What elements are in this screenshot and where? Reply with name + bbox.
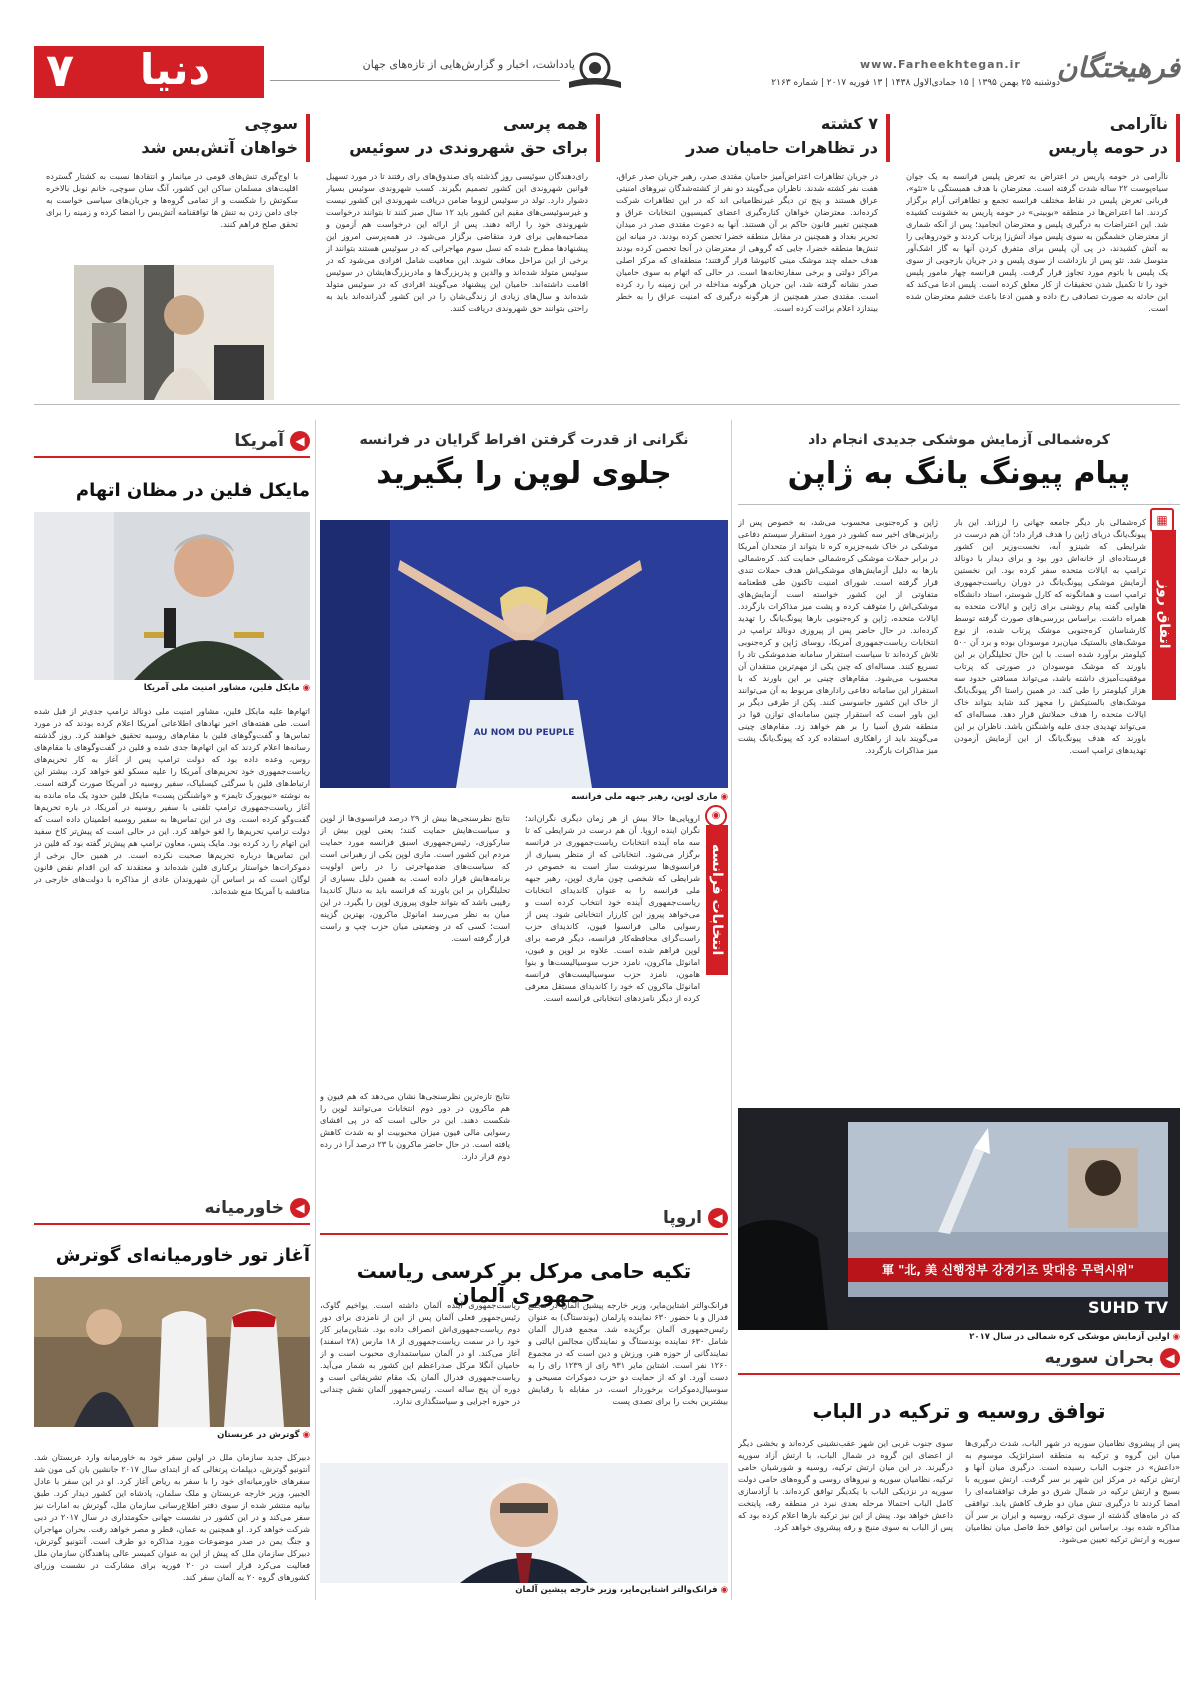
guterres-section [204, 1195, 310, 1221]
podium-text: AU NOM DU PEUPLE [473, 728, 575, 738]
arrow-left-icon: ◀ [1160, 1348, 1180, 1368]
lepen-col3: نتایج تازه‌ترین نظرسنجی‌ها نشان می‌دهد که هم فیون و هم ماکرون در دور دوم انتخابات می‌توانند لوپن را شکست دهند. این در حالی است که در پی افشای رسوایی مالی فیون میزان محبوبیت او به شدت کاهش یافته است. در حال حاضر ماکرون با ۲۳ درصد آرا در رده دوم قرار دارد. [320, 1091, 510, 1161]
syria-section [1045, 1345, 1180, 1371]
lead-col1: کره‌شمالی بار دیگر جامعه جهانی را لرزاند. این بار پیونگ‌یانگ دریای ژاپن را هدف قرار داد؛ آن هم درست در شرایطی که شینزو آبه، نخست‌وزیر این کشور فرستاده‌ای از خانه‌اش دور بود و برای دیدار با دونالد ترامپ به ایالات متحده سفر کرده بود. این نخستین آزمایش موشکی پیونگ‌یانگ در دوران ریاست‌جمهوری ترامپ است و همانگونه که کارل شوستر، استاد دانشگاه هاوایی گفته پیام روشنی برای ژاپن و ایالات متحده به همراه داشت. براساس بررسی‌های صورت گرفته توسط کارشناسان کره‌جنوبی موشک پرتاب شده، از نوع موشک‌های بالستیک میان‌برد موسودان بوده و برد آن ۵۰۰ کیلومتر برآورد شده است. با این حال تحلیلگران بر این باورند که موشک موسودان در صورتی که پرتاب موفقیت‌آمیزی داشته باشد، می‌تواند مسافتی حدود سه هزار کیلومتر را طی کند. در همین راستا اگر پیونگ‌یانگ موشک‌های بالستیکش را مجهز کند شاید بتواند خاک ایالات متحده را هدف حملاتش قرار دهد. مساله‌ای که می‌تواند تهدیدی جدی علیه واشنگتن باشد. ناظران بر این باورند که هدف پیونگ‌یانگ از این آزمایش آزمودن تهدیدهای ترامپ است. [954, 517, 1146, 755]
lepen-story [320, 420, 728, 1200]
caption-bullet-icon: ◉ [299, 683, 310, 693]
lepen-headline: جلوی لوپن را بگیرید [376, 456, 672, 491]
brief-suu-kyi [34, 110, 310, 405]
section-rule [320, 1233, 728, 1235]
caption-text: مایکل فلین، مشاور امنیت ملی آمریکا [143, 683, 300, 693]
caption-text: فرانک‌والتر اشتاین‌مایر، وزیر خارجه پیشین آلمان [515, 1585, 718, 1595]
brief-bar [596, 114, 600, 162]
lepen-kicker: نگرانی از قدرت گرفتن افراط گرایان در فرانسه [359, 432, 689, 448]
section-label: اروپا [663, 1208, 702, 1228]
section-title: دنیا [139, 45, 211, 94]
lepen-side-label: انتخابات فرانسه [706, 825, 728, 975]
calendar-icon: ▦ [1150, 508, 1174, 532]
emblem-icon [565, 48, 625, 92]
dateline: دوشنبه ۲۵ بهمن ۱۳۹۵ | ۱۵ جمادی‌الاول ۱۴۳۸ | ۱۳ فوریه ۲۰۱۷ | شماره ۲۱۶۳ [771, 78, 1060, 88]
top-briefs [34, 110, 1180, 405]
syria-story [738, 1345, 1180, 1600]
merkel-story [320, 1205, 728, 1600]
brief-bar [306, 114, 310, 162]
arrow-left-icon: ◀ [290, 431, 310, 451]
brief-body: در جریان تظاهرات اعتراض‌آمیز حامیان مقتدی صدر، رهبر جریان صدر عراق، هفت نفر کشته شدند. ناظران می‌گویند دو نفر از کشته‌شدگان نیروهای امنیتی عراق هستند و پنج تن دیگر غیرنظامیانی اند که در این تظاهرات شرکت کرده‌اند. معترضان خواهان کناره‌گیری اعضای کمیسیون انتخابات عراق و همچنین تغییر قانون حاکم بر آن هستند. آنها به دعوت مقتدی صدر در میدان تحریر بغداد و همچنین در مقابل منطقه خضرا تحصن کرده بودند. در میانه این تنش‌ها منطقه خضرا، جایی که گروهی از معترضان در آنجا تحصن کرده بودند هدف حمله چند موشک مینی کاتیوشا قرار گرفتند؛ منطقه‌ای که مرکز اصلی مراکز دولتی و برخی سفارتخانه‌ها است. در حالی که اتهام به سوی حامیان صدر نشانه گرفته شد، این جریان هرگونه مداخله در این زمینه را رد کرده است. مقتدی صدر همچنین از هرگونه درگیری که امنیت عراق را به خطر بیندازد اعلام برائت کرده است. [616, 171, 878, 313]
ballot-icon: ◉ [705, 805, 727, 827]
masthead-divider [270, 80, 560, 81]
tagline: یادداشت، اخبار و گزارش‌هایی از تازه‌های جهان [362, 58, 575, 71]
website-url: www.Farheekhtegan.ir [860, 58, 1021, 71]
caption-text: ماری لوپن، رهبر جبهه ملی فرانسه [571, 792, 718, 802]
brief-title-line1: سوچی [244, 114, 298, 133]
syria-headline: توافق روسیه و ترکیه در الباب [812, 1399, 1106, 1423]
brief-title-line1: ناآرامی [1109, 114, 1168, 133]
suu-kyi-photo [74, 265, 274, 400]
merkel-col1: فرانک‌والتر اشتاین‌مایر، وزیر خارجه پیشین آلمان در مجمع فدرال و با حضور ۶۳۰ نماینده پارلمان (بوندستاگ) به عنوان رئیس‌جمهوری آلمان برگزیده شد. مجمع فدرال آلمان شامل ۶۳۰ نماینده بوندستاگ و نمایندگان مجالس ایالتی و نمایندگانی از حوزه هنر، ورزش و دین است که در مجموع ۱۲۶۰ نفر است. اشتاین مایر ۹۳۱ رای از ۱۲۳۹ رای را به دست آورد. او که از حمایت دو حزب دموکرات مسیحی و سوسیال‌دموکرات برخوردار است، در مقابله با رقبایش بیشترین بخت را برای تصدی پست [528, 1300, 728, 1406]
caption-text: گوترش در عربستان [217, 1430, 300, 1440]
brief-title-line2: برای حق شهروندی در سوئیس [349, 138, 588, 157]
caption-bullet-icon: ◉ [299, 1430, 310, 1440]
brief-title-line2: خواهان آتش‌بس شد [141, 138, 298, 157]
brief-title-line2: در تظاهرات حامیان صدر [686, 138, 878, 157]
section-label: بحران سوریه [1044, 1348, 1154, 1368]
lepen-col1: اروپایی‌ها حالا بیش از هر زمان دیگری نگران‌اند؛ نگران اینده اروپا. آن هم درست در شرایطی که تا سه ماه آینده انتخابات ریاست‌جمهوری در فرانسه برگزار می‌شود. انتخاباتی که از منظر بسیاری از فرانسوی‌ها سرنوشت ساز است به خصوص در شرایطی که شخصی چون ماری لوپن، رهبر جبهه ملی فرانسه را به عنوان کاندیدای انتخابات ریاست‌جمهوری آینده خود انتخاب کرده است و می‌خواهد پیروز این کارزار انتخاباتی شود. پس از رسوایی مالی فرانسوا فیون، کاندیدای حزب راست‌گرای محافظه‌کار فرانسه، دیگر فرصه برای لوپن فراهم شده است. علاوه بر لوپن و فیون، امانوئل ماکرون، نامزد حزب سوسیالیست‌ها و بنوا هامون، نامزد حزب سوسیالیست‌های فرانسه امانوئل ماکرون که خود را کاندیدای مستقل معرفی کرده از دیگر نامزدهای انتخاباتی فرانسه است. [525, 813, 700, 1003]
flynn-photo-caption [34, 683, 310, 697]
lepen-col2: نتایج نظرسنجی‌ها بیش از ۲۹ درصد فرانسوی‌ها از لوپن و سیاست‌هایش حمایت کنند؛ یعنی لوپن بیش از سارکوزی، رئیس‌جمهوری اسبق فرانسه مورد حمایت مردم این کشور است. ماری لوپن یکی از رهبرانی است که سیاست‌های ضدمهاجرتی را در راس اولویت برنامه‌هایش قرار داده است. به همین دلیل بسیاری از تحلیلگران بر این باورند که فرانسه باید به دنبال کاندیدا رقیبی باشد که بتواند جلوی پیروزی لوپن را بگیرد. در این میان به نظر می‌رسد امانوئل ماکرون، بهترین گزینه است؛ کسی که در وضعیتی میان حزب چپ و راست قرار گرفته است. [320, 813, 510, 943]
logo: فرهیختگان [1056, 51, 1180, 84]
brief-bar [1176, 114, 1180, 162]
guterres-story [34, 1195, 310, 1600]
masthead [0, 0, 1191, 100]
merkel-col2: ریاست‌جمهوری آینده آلمان داشته است. یواخیم گاوک، رئیس‌جمهور فعلی آلمان پس از این از نامزدی برای دور دوم ریاست‌جمهوری‌اش انصراف داده بود. شتاین‌مایر کار خود را در سمت ریاست‌جمهوری از ۱۸ مارس (۲۸ اسفند) آغاز می‌کند. او در آلمان سیاستمداری محبوب است و از حامیان آنگلا مرکل صدراعظم این کشور به شمار می‌آید. ریاست‌جمهوری فدرال آلمان یک مقام تشریفاتی است و دوره آن پنج ساله است. رئیس‌جمهور آلمان نقش چندانی در حوزه اجرایی و سیاستگذاری ندارد. [320, 1300, 520, 1406]
steinmeier-photo [320, 1463, 728, 1583]
merkel-photo-caption [320, 1585, 728, 1599]
merkel-headline: تکیه حامی مرکل بر کرسی ریاست جمهوری آلمان [356, 1259, 692, 1307]
caption-bullet-icon: ◉ [717, 1585, 728, 1595]
syria-col1: پس از پیشروی نظامیان سوریه در شهر الباب، شدت درگیری‌ها میان این گروه و ترکیه به منطقه استراتژیک موسوم به «داعش» در جنوب الباب رسیده است. درگیری میان آنها و ارتش ترکیه در مرکز این شهر بر سر گرفت. ارتش سوریه با بسیج و ارتش ترکیه در شمال شرق دو طرف توافقنامه‌ای را امضا کردند تا درگیری تنش میان دو طرف کاهش یابد. توافقی که در ماه‌های گذشته از سوی ترکیه، روسیه و ایران بر سر آن مذاکره شده بود. براساس این توافق خط فاصل میان نظامیان سوریه و ارتش ترکیه تعیین می‌شود. [965, 1438, 1180, 1544]
caption-text: اولین آزمایش موشکی کره شمالی در سال ۲۰۱۷ [969, 1332, 1170, 1342]
tv-logo: SUHD TV [1087, 1298, 1168, 1317]
brief-sadr [604, 110, 890, 405]
arrow-left-icon: ◀ [290, 1198, 310, 1218]
brief-title-line2: در حومه پاریس [1048, 138, 1168, 157]
lead-side-label: اتفاق روز [1152, 530, 1176, 700]
section-rule [738, 1373, 1180, 1375]
page-number: ۷ [45, 43, 75, 97]
caption-bullet-icon: ◉ [1169, 1332, 1180, 1342]
brief-body: رای‌دهندگان سوئیسی روز گذشته پای صندوق‌های رای رفتند تا در مورد تسهیل قوانین شهروندی این کشور تصمیم بگیرند. کسب شهروندی سوئیس بسیار دشوار دارد. تولد در سوئیس لزوما ضامن دریافت شهروندی این کشور نیست و غیرسوئیسی‌های مقیم این کشور باید ۱۲ سال صبر کنند تا بتوانند درخواست شهروندی خود را ارائه دهند. پس از ارائه این درخواست هم آزمون و مصاحبه‌هایی برای فرد متقاضی برگزار می‌شود. در همه‌پرسی امروز این پیشنهادها مطرح شده که نسل سوم مهاجرانی که در سوئیس هستند بتوانند از برخی از این مراحل معاف شوند. این معافیت شامل افرادی می‌شود که در سوئیس متولد شده‌اند و والدین و پدربزرگ‌ها و مادربزرگ‌هایشان در سوئیس اقامت داشته‌اند. حامیان این پیشنهاد می‌گویند افرادی که در سوئیس متولد شده‌اند و سال‌های زیادی از زندگی‌شان را در این کشور گذرانده‌اند باید به راحتی بتوانند حق شهروندی دریافت کنند. [326, 171, 588, 313]
brief-title-line1: همه پرسی [503, 114, 588, 133]
guterres-photo [34, 1277, 310, 1427]
lead-col2: ژاپن و کره‌جنوبی محسوب می‌شد، به خصوص پس از رایزنی‌های اخیر سه کشور در مورد استقرار سیستم دفاعی موشکی در خاک شبه‌جزیره کره تا بتواند از متحدان آمریکا در برابر حملات موشکی کره‌شمالی حمایت کند. کره‌شمالی بارها به دلیل آزمایش‌های موشکی‌اش هدف حملات تندی قرار گرفته است. شورای امنیت تاکنون طی قطعنامه متفاوتی از این کشور خواسته است آزمایش‌های موشکی‌اش را متوقف کرده و پشت میز مذاکرات بازگردد. ایالات متحده، ژاپن و کره‌جنوبی بارها پیونگ‌یانگ را تهدید کرده‌اند. در حال حاضر پس از پیروزی دونالد ترامپ در انتخابات ریاست‌جمهوری آمریکا، روسای ژاپن و کره‌جنوبی تلاش کرده‌اند تا سیاست استقرار سامانه ضدموشکی تاد را تسریع کنند. مساله‌ای که چین یکی از مهم‌ترین منتقدان آن محسوب می‌شود. مقام‌های چینی بر این باورند که با استقرار این سامانه دفاعی رادارهای مربوط به آن می‌توانند از خاک این کشور جاسوسی کنند. پکن از طرفی دیگر بر این باور است که استقرار چنین سامانه‌ای توازن قوا در منطقه شرق آسیا را بر هم خواهد زد. مقام‌های چینی می‌گویند باید از راهکاری استفاده کرد که پیونگ‌یانگ پشت میز مذاکرات بازگردد. [738, 517, 938, 755]
flynn-headline: مایکل فلین در مظان اتهام [75, 480, 310, 501]
merkel-section [663, 1205, 728, 1231]
brief-bar [886, 114, 890, 162]
column-separator [315, 420, 316, 1600]
arrow-left-icon: ◀ [708, 1208, 728, 1228]
flynn-story [34, 420, 310, 1195]
lead-divider [738, 504, 1180, 505]
section-rule [34, 1223, 310, 1225]
lead-kicker: کره‌شمالی آزمایش موشکی جدیدی انجام داد [808, 432, 1110, 448]
guterres-headline: آغاز تور خاورمیانه‌ای گوترش [55, 1245, 310, 1266]
lead-headline: پیام پیونگ یانگ به ژاپن [787, 456, 1131, 491]
syria-col2: سوی جنوب غربی این شهر عقب‌نشینی کرده‌اند و بخشی دیگر از اعضای این گروه در شمال الباب، با ارتش آزاد سوریه درگیرند. در این میان ارتش ترکیه، روسیه و شورشیان حامی ترکیه، نظامیان سوریه و نیروهای روسی و گروه‌های حامی دولت سوریه در نزدیکی الباب با یکدیگر توافق کرده‌اند. با آزادسازی کامل الباب احتمالا مرحله بعدی نبرد در منطقه رقه، پایتخت داعش خواهد بود. پیش از این نیز ترکیه بارها اعلام کرده بود که پس از الباب به سوی منبج و رقه پیشروی خواهد کرد. [738, 1438, 953, 1532]
brief-body: با اوج‌گیری تنش‌های قومی در میانمار و انتقادها نسبت به کشتار گسترده اقلیت‌های مسلمان ساکن این کشور، آنگ سان سوچی، خانم نوبل بالاخره سکوتش را شکست و از تمامی گروه‌ها و جریان‌های سیاسی خواست به جای دامن زدن به تنش ها توافقنامه آتش‌بس را امضا کرده و زمینه را برای تحقق صلح فراهم کنند. [46, 171, 298, 229]
lepen-photo-caption [320, 792, 728, 806]
lepen-photo [320, 520, 728, 788]
flynn-section [234, 428, 310, 454]
flynn-photo [34, 512, 310, 680]
lead-story [738, 420, 1180, 1345]
brief-paris [894, 110, 1180, 405]
section-label: خاورمیانه [204, 1198, 284, 1218]
section-rule [34, 456, 310, 458]
brief-swiss [314, 110, 600, 405]
missile-tv-photo [738, 1108, 1180, 1330]
briefs-divider [34, 404, 1180, 405]
lead-photo-caption [738, 1332, 1180, 1346]
brief-body: ناآرامی در حومه پاریس در اعتراض به تعرض پلیس فرانسه به یک جوان سیاه‌پوست ۲۲ ساله شدت گرفته است. معترضان با هدف همبستگی با «تئو»، قربانی تعرض پلیس در نقاط مختلف فرانسه تجمع و تظاهراتی آرام برگزار کردند. اما اعتراض‌ها در منطقه «بوبینی» در حومه پاریس به خشونت کشیده شد. این اعتراضات به درگیری پلیس و معترضان انجامید؛ پس از آنکه شماری از معترضان خشمگین به سوی پلیس مواد آتش‌زا پرتاب کردند و خودروهایی را به آتش کشیدند، در پی آن پلیس برای متفرق کردن آنها به گاز اشک‌آور متوسل شد. تئو پس از بازداشت از سوی پلیس و در جریان بازجویی از سوی یک پلیس با باتوم مورد تجاوز قرار گرفت. پلیس فرانسه چهار مامور پلیس خود را تا تکمیل شدن تحقیقات از کار معلق کرده است. پلیس ادعا می‌کند که این حادثه به صورت تصادفی رخ داده و همین ادعا باعث خشم معترضان شده است. [906, 171, 1168, 313]
flynn-body: اتهام‌ها علیه مایکل فلین، مشاور امنیت ملی دونالد ترامپ جدی‌تر از قبل شده است. طی هفته‌های اخیر نهادهای اطلاعاتی آمریکا اعلام کرده بودند که در مورد تماس‌ها و گفت‌وگوهای فلین با مقام‌های روسیه تحقیق خواهند کرد. روز گذشته رسانه‌ها اعلام کردند که این اتهام‌ها جدی شده و فلین در گفت‌وگوهای با مقام‌های روس، وعده داده بود که دولت ترامپ پس از آغاز به کار تحریم‌های ریاست‌جمهوری خود تحریم‌های آمریکا را علیه مسکو لغو خواهد کرد. بیشتر این ارتباط‌های فلین با سرگئی کیسلیاک، سفیر روسیه در آمریکا صورت گرفته است. به نوشته «نیویورک تایمز» و «واشنگتن پست» مایکل فلین حدود یک ماه مانده به آغاز ریاست‌جمهوری ترامپ تلفنی با سفیر روسیه در آمریکا، در باره تحریم‌ها گفت‌وگو کرده است. وی در این تماس‌ها به سفیر روسیه اطمینان داده است که دولت ترامپ تحریم‌ها را لغو خواهد کرد. این در حالی است که پیش‌تر کاخ سفید این اتهام را رد کرده بود. مایک پنس، معاون ترامپ هم پیش‌تر گفته بود که فلین در این تماس‌ها درباره تحریم‌ها صحبت نکرده است. در همین حال برخی از دموکرات‌ها خواستار برکناری فلین شده‌اند و معتقدند که این اقدام نقض قانون لوگان است که بر اساس آن شهروندان عادی از مذاکره با دولت‌های خارجی در مناقشه با آمریکا منع شده‌اند. [34, 706, 310, 896]
caption-bullet-icon: ◉ [717, 792, 728, 802]
guterres-photo-caption [34, 1430, 310, 1444]
section-label: آمریکا [234, 431, 284, 451]
guterres-body: دبیرکل جدید سازمان ملل در اولین سفر خود به خاورمیانه وارد عربستان شد. آنتونیو گوترش، دیپلمات پرتغالی که از ابتدای سال ۲۰۱۷ جانشین بان کی مون شد سفرهای خاورمیانه‌ای خود را با سفر به ریاض آغاز کرد. او در این سفر با عادل الجبیر، وزیر خارجه عربستان و ملک سلمان، پادشاه این کشور دیدار کرد. طبق بیانیه منتشر شده از سوی دفتر اطلاع‌رسانی سازمان ملل، گوترش به امارات نیز سفر می‌کند و در این کشور در نشست جهانی حکومتداری در سال ۲۰۱۷ در دبی شرکت خواهد کرد. او همچنین به عمان، قطر و مصر خواهد رفت. بحران مهاجران و جنگ یمن در صدر موضوعات مورد مذاکره دو طرف است. آنتونیو گوترش، دبیرکل سازمان ملل که پیش از این به عنوان کمیسر عالی پناهندگان سازمان ملل فعالیت می‌کرد قرار است در ۲۰ فوریه برای مشارکت در نشست وزرای کشورهای گروه ۲۰ به آلمان سفر کند. [34, 1452, 310, 1582]
brief-title-line1: ۷ کشته [820, 114, 878, 133]
tv-ticker: 軍 "北, 美 신행정부 강경기조 맞대응 무력시위" [881, 1263, 1134, 1277]
column-separator [731, 420, 732, 1600]
